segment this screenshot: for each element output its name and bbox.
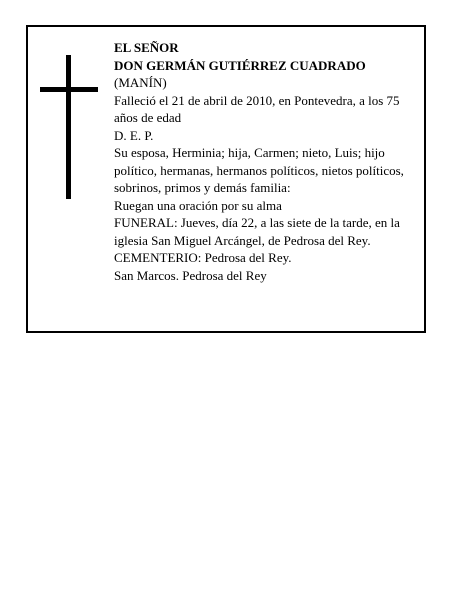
cross-icon [40, 55, 98, 199]
obituary-notice [26, 25, 426, 333]
deceased-nickname: (MANÍN) [114, 75, 167, 90]
family-list: Su esposa, Herminia; hija, Carmen; nieto, Luis; hijo político, hermanas, hermanos políticos, nietos políticos, sobrinos, primos y demás familia: [114, 145, 404, 195]
death-details: Falleció el 21 de abril de 2010, en Pontevedra, a los 75 años de edad [114, 92, 400, 125]
deceased-title: EL SEÑOR [114, 40, 179, 55]
cross-vertical-bar [66, 55, 71, 199]
cemetery-details: CEMENTERIO: Pedrosa del Rey. [114, 250, 292, 265]
notice-location: San Marcos. Pedrosa del Rey [114, 267, 267, 283]
obituary-text [114, 39, 420, 284]
rest-in-peace: D. E. P. [114, 127, 154, 143]
prayer-request: Ruegan una oración por su alma [114, 197, 282, 213]
funeral-details: FUNERAL: Jueves, día 22, a las siete de la tarde, en la iglesia San Miguel Arcángel, de Pedrosa del Rey. [114, 215, 400, 248]
deceased-name: DON GERMÁN GUTIÉRREZ CUADRADO [114, 57, 366, 73]
cross-horizontal-bar [40, 87, 98, 92]
